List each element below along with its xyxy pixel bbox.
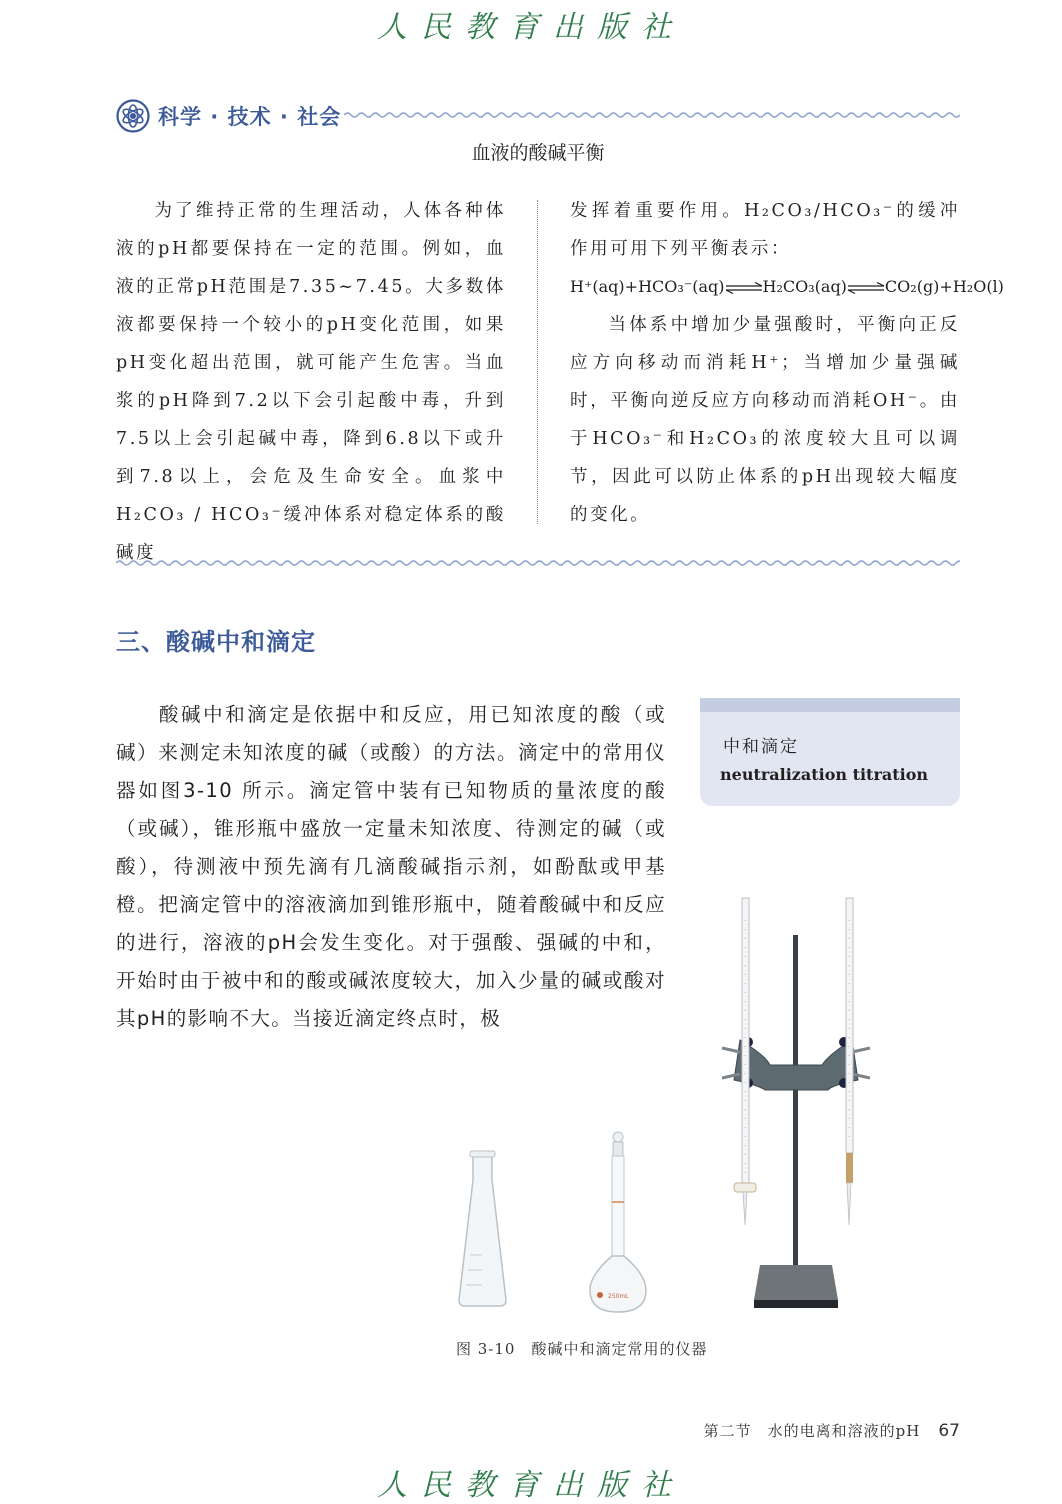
- figure-caption-text: 酸碱中和滴定常用的仪器: [531, 1340, 708, 1358]
- equilibrium-arrow-icon: [725, 282, 763, 294]
- volumetric-flask-label: 250mL: [608, 1293, 629, 1300]
- equation-intermediate: H₂CO₃(aq): [762, 277, 847, 296]
- figure-caption: [456, 1338, 707, 1359]
- wavy-divider-bottom: [116, 558, 960, 568]
- equation-products: CO₂(g)+H₂O(l): [884, 277, 1004, 296]
- glossary-box: [700, 698, 960, 806]
- equilibrium-arrow-icon: [847, 282, 885, 294]
- feature-box-label: 科学 · 技术 · 社会: [158, 105, 342, 129]
- buffer-equation: [570, 268, 1004, 306]
- publisher-logo-top: 人民教育出版社: [377, 10, 685, 45]
- feature-right-column: [570, 192, 1004, 534]
- glossary-term-chinese: 中和滴定: [723, 737, 799, 757]
- footer-chapter-title: 水的电离和溶液的pH: [767, 1422, 921, 1440]
- wavy-divider-top: [344, 110, 960, 120]
- section-heading: 三、酸碱中和滴定: [116, 628, 316, 656]
- feature-box-header: [116, 98, 341, 134]
- feature-left-paragraph: 为了维持正常的生理活动，人体各种体液的pH都要保持在一定的范围。例如，血液的正常pH范围是7.35~7.45。大多数体液都要保持一个较小的pH变化范围，如果pH变化超出范围，就可能产生危害。当血浆的pH降到7.2以下会引起酸中毒，升到7.5以上会引起碱中毒，降到6.8以下或升到7.8以上，会危及生命安全。血浆中H₂CO₃ / HCO₃⁻缓冲体系对稳定体系的酸碱度: [116, 201, 506, 563]
- titration-apparatus-figure: [440, 880, 900, 1320]
- volumetric-flask-image: [590, 1132, 646, 1312]
- ring-stand-image: [754, 935, 838, 1308]
- section-paragraph: 酸碱中和滴定是依据中和反应，用已知浓度的酸（或碱）来测定未知浓度的碱（或酸）的方法。滴定中的常用仪器如图3-10 所示。滴定管中装有已知物质的量浓度的酸（或碱），锥形瓶中盛放一定量未知浓度、待测定的碱（或酸），待测液中预先滴有几滴酸碱指示剂，如酚酞或甲基橙。把滴定管中的溶液滴加到锥形瓶中，随着酸碱中和反应的进行，溶液的pH会发生变化。对于强酸、强碱的中和，开始时由于被中和的酸或碱浓度较大，加入少量的碱或酸对其pH的影响不大。当接近滴定终点时，极: [116, 703, 666, 1030]
- feature-right-paragraph: 当体系中增加少量强酸时，平衡向正反应方向移动而消耗H⁺；当增加少量强碱时，平衡向逆反应方向移动而消耗OH⁻。由于HCO₃⁻和H₂CO₃的浓度较大且可以调节，因此可以防止体系的pH出现较大幅度的变化。: [570, 315, 960, 525]
- page-footer: [704, 1420, 960, 1441]
- column-divider: [537, 200, 538, 524]
- base-burette-image: [846, 898, 853, 1225]
- atom-icon: [116, 99, 150, 133]
- publisher-logo-bottom: 人民教育出版社: [377, 1468, 685, 1503]
- feature-box-title: 血液的酸碱平衡: [471, 142, 605, 164]
- feature-right-intro: 发挥着重要作用。H₂CO₃/HCO₃⁻的缓冲作用可用下列平衡表示：: [570, 201, 960, 259]
- page-number: 67: [938, 1421, 960, 1441]
- glossary-term-english: neutralization titration: [720, 765, 929, 784]
- glossary-bar: [700, 698, 960, 712]
- feature-left-column: [116, 192, 506, 572]
- erlenmeyer-flask-image: [459, 1151, 506, 1306]
- equation-reactants: H⁺(aq)+HCO₃⁻(aq): [570, 277, 725, 296]
- figure-number: 图 3-10: [456, 1340, 516, 1358]
- footer-section: 第二节: [703, 1422, 752, 1440]
